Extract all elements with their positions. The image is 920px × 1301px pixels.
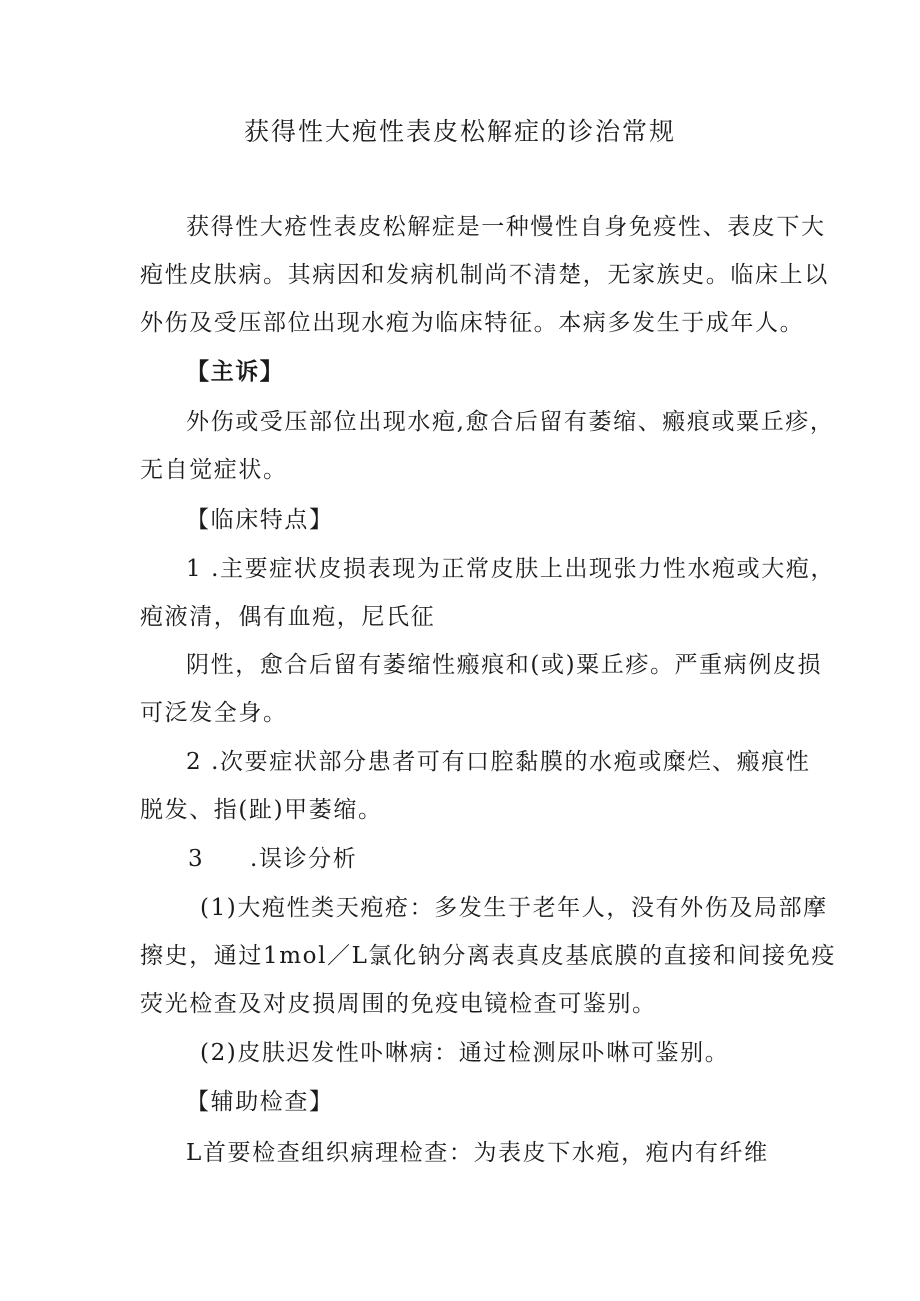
clinical-item1-line-2: 疱液清，偶有血疱，尼氏征	[140, 604, 436, 630]
clinical-item1-cont-line-1: 阴性，愈合后留有萎缩性瘢痕和(或)粟丘疹。严重病例皮损	[186, 652, 823, 678]
intro-line-1: 获得性大疮性表皮松解症是一种慢性自身免疫性、表皮下大	[186, 214, 826, 240]
auxiliary-exam-line-1: L首要检查组织病理检查：为表皮下水疱，疱内有纤维	[186, 1140, 769, 1166]
clinical-item1-cont-line-2: 可泛发全身。	[140, 700, 288, 726]
clinical-item3-sub1-line-1: (1)大疱性类天疱疮：多发生于老年人，没有外伤及局部摩	[200, 895, 828, 921]
chief-complaint-line-1: 外伤或受压部位出现水疱,愈合后留有萎缩、瘢痕或粟丘疹，	[186, 409, 835, 435]
clinical-item3-sub2: (2)皮肤迟发性卟啉病：通过检测尿卟啉可鉴别。	[200, 1040, 730, 1066]
clinical-item3-sub1-line-2: 擦史，通过1mol／L氯化钠分离表真皮基底膜的直接和间接免疫	[140, 943, 836, 969]
document-title: 获得性大疱性表皮松解症的诊治常规	[243, 117, 676, 146]
clinical-item1-line-1: 1 .主要症状皮损表现为正常皮肤上出现张力性水疱或大疱，	[186, 556, 836, 582]
chief-complaint-heading: 【主诉】	[186, 358, 285, 385]
clinical-item2-line-1: 2 .次要症状部分患者可有口腔黏膜的水疱或糜烂、瘢痕性	[186, 749, 811, 775]
clinical-item3-number: 3	[188, 846, 205, 872]
clinical-item3-label: .误诊分析	[250, 846, 358, 872]
auxiliary-exam-heading: 【辅助检查】	[186, 1089, 334, 1115]
intro-line-2: 疱性皮肤病。其病因和发病机制尚不清楚，无家族史。临床上以	[140, 262, 829, 288]
clinical-item2-line-2: 脱发、指(趾)甲萎缩。	[140, 797, 383, 823]
clinical-features-heading: 【临床特点】	[186, 507, 334, 533]
intro-line-3: 外伤及受压部位出现水疱为临床特征。本病多发生于成年人。	[140, 310, 805, 336]
clinical-item3-sub1-line-3: 荧光检查及对皮损周围的免疫电镜检查可鉴别。	[140, 991, 657, 1017]
chief-complaint-line-2: 无自觉症状。	[140, 457, 288, 483]
